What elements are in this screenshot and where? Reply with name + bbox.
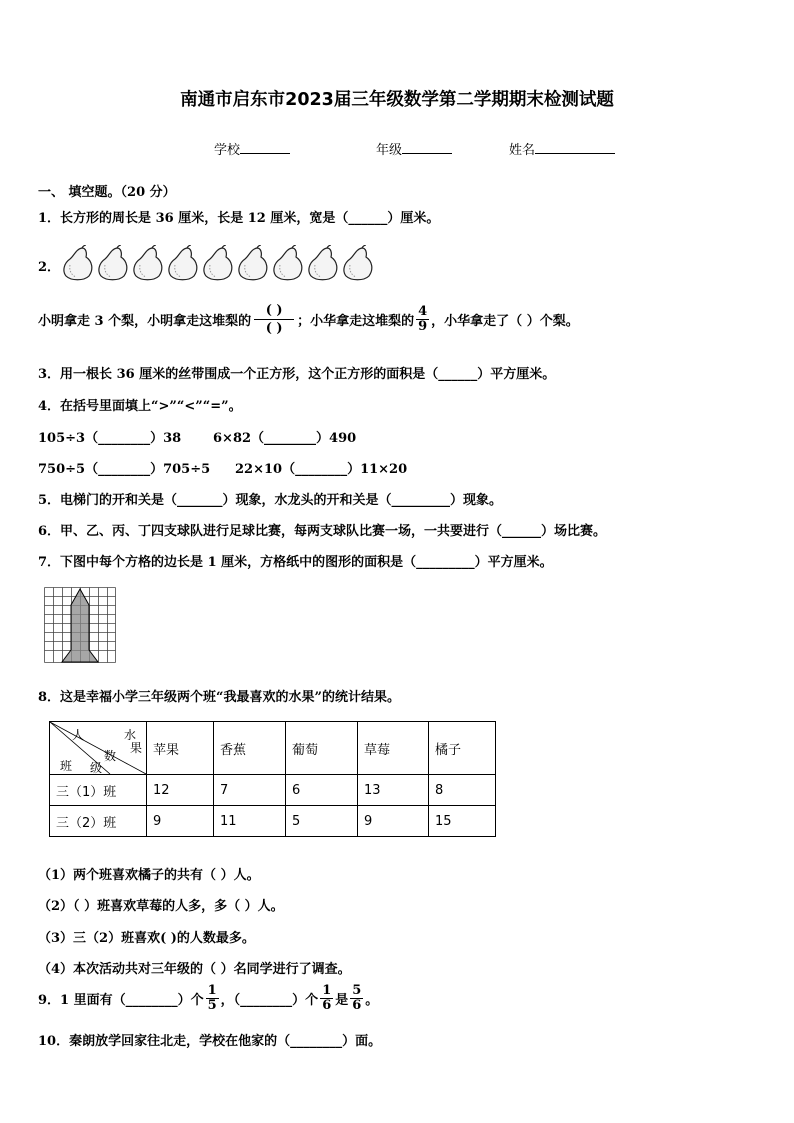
q2-text-b: ；小华拿走这堆梨的 [297, 314, 415, 329]
name-label: 姓名 [509, 143, 536, 158]
table-cell: 5 [286, 806, 358, 837]
question-7: 7．下图中每个方格的边长是 1 厘米，方格纸中的图形的面积是（_________）平方厘米。 [38, 555, 553, 570]
col-grape: 葡萄 [286, 722, 358, 775]
blank-fraction-numerator: ( ) [254, 302, 294, 320]
q9-text-b: ，（________）个 [220, 992, 319, 1008]
question-6: 6．甲、乙、丙、丁四支球队进行足球比赛，每两支球队比赛一场，一共要进行（______）场比赛。 [38, 524, 607, 539]
fraction-denominator: 9 [418, 319, 428, 334]
blank-fraction[interactable] [254, 302, 294, 337]
fraction-one-sixth [320, 984, 333, 1012]
pear-icon [167, 245, 200, 281]
question-4-heading: 4．在括号里面填上“>”“<”“=”。 [38, 399, 242, 414]
row-label: 三（2）班 [50, 806, 147, 837]
table-cell: 7 [214, 775, 286, 806]
question-8-heading: 8．这是幸福小学三年级两个班“我最喜欢的水果”的统计结果。 [38, 690, 401, 705]
q8-sub-4: （4）本次活动共对三年级的（ ）名同学进行了调查。 [38, 962, 351, 977]
page-title: 南通市启东市2023届三年级数学第二学期期末检测试题 [180, 90, 614, 110]
fraction-denominator: 6 [352, 997, 362, 1013]
fraction-numerator: 4 [418, 304, 428, 320]
fraction-denominator: 6 [322, 997, 332, 1013]
grid-figure [44, 587, 116, 663]
diag-ren: 人 [72, 728, 85, 742]
table-cell: 15 [429, 806, 496, 837]
diagonal-header-cell [50, 722, 147, 775]
fraction-numerator: 1 [322, 983, 332, 998]
school-blank[interactable] [240, 140, 290, 154]
pear-icon [97, 245, 130, 281]
q9-text-a: 9．1 里面有（________）个 [38, 992, 204, 1008]
table-cell: 13 [358, 775, 429, 806]
shaded-arrow-shape [62, 589, 98, 662]
pear-icon [237, 245, 270, 281]
table-cell: 12 [147, 775, 214, 806]
pear-icon [307, 245, 340, 281]
table-cell: 9 [147, 806, 214, 837]
table-row [50, 806, 496, 837]
q2-text-a: 小明拿走 3 个梨，小明拿走这堆梨的 [38, 314, 252, 329]
q4-item-1: 105÷3（________）38 [38, 431, 182, 446]
school-field [214, 139, 290, 158]
question-10: 10．秦朗放学回家往北走，学校在他家的（________）面。 [38, 1034, 382, 1049]
grade-label: 年级 [376, 143, 403, 158]
col-orange: 橘子 [429, 722, 496, 775]
diag-ji: 级 [90, 761, 103, 775]
fraction-one-fifth [206, 984, 219, 1012]
fraction-denominator: 5 [207, 997, 217, 1013]
col-strawberry: 草莓 [358, 722, 429, 775]
pear-row [62, 245, 382, 285]
diag-guo: 果 [130, 741, 143, 755]
table-row [50, 775, 496, 806]
table-header-row [50, 722, 496, 775]
diag-shu: 数 [104, 749, 117, 763]
q4-item-2: 6×82（________）490 [213, 431, 357, 446]
table-cell: 9 [358, 806, 429, 837]
pear-icon [62, 245, 95, 281]
question-5: 5．电梯门的开和关是（_______）现象，水龙头的开和关是（_________）现象。 [38, 493, 503, 508]
fraction-numerator: 1 [207, 983, 217, 998]
row-label: 三（1）班 [50, 775, 147, 806]
blank-fraction-denominator: ( ) [265, 321, 283, 336]
q9-text-c: 是 [335, 992, 349, 1008]
pear-icon [272, 245, 305, 281]
pear-icon [202, 245, 235, 281]
question-2-number: 2． [38, 260, 61, 275]
diag-ban: 班 [60, 759, 73, 773]
name-field [509, 139, 615, 158]
grade-blank[interactable] [402, 140, 452, 154]
question-3: 3．用一根长 36 厘米的丝带围成一个正方形，这个正方形的面积是（______）平方厘米。 [38, 367, 556, 382]
fruit-table [49, 721, 496, 837]
q9-text-d: 。 [365, 992, 379, 1008]
q4-item-3: 750÷5（________）705÷5 [38, 462, 211, 477]
question-9 [38, 984, 378, 1012]
col-banana: 香蕉 [214, 722, 286, 775]
school-label: 学校 [214, 143, 241, 158]
pear-icon [132, 245, 165, 281]
table-cell: 6 [286, 775, 358, 806]
question-2-text [38, 302, 579, 337]
fraction-four-ninths [416, 305, 429, 333]
col-apple: 苹果 [147, 722, 214, 775]
q2-text-c: ，小华拿走了（ ）个梨。 [431, 314, 579, 329]
table-cell: 8 [429, 775, 496, 806]
grade-field [376, 139, 452, 158]
table-cell: 11 [214, 806, 286, 837]
question-1: 1．长方形的周长是 36 厘米，长是 12 厘米，宽是（______）厘米。 [38, 211, 440, 226]
q8-sub-2: （2）（ ）班喜欢草莓的人多，多（ ）人。 [38, 899, 284, 914]
q8-sub-1: （1）两个班喜欢橘子的共有（ ）人。 [38, 868, 260, 883]
pear-icon [342, 245, 375, 281]
fraction-numerator: 5 [352, 983, 362, 998]
q8-sub-3: （3）三（2）班喜欢( )的人数最多。 [38, 931, 255, 946]
diag-shui: 水 [124, 728, 137, 742]
q4-item-4: 22×10（________）11×20 [235, 462, 408, 477]
section-heading: 一、 填空题。（20 分） [38, 185, 176, 200]
fraction-five-sixths [350, 984, 363, 1012]
name-blank[interactable] [535, 140, 615, 154]
